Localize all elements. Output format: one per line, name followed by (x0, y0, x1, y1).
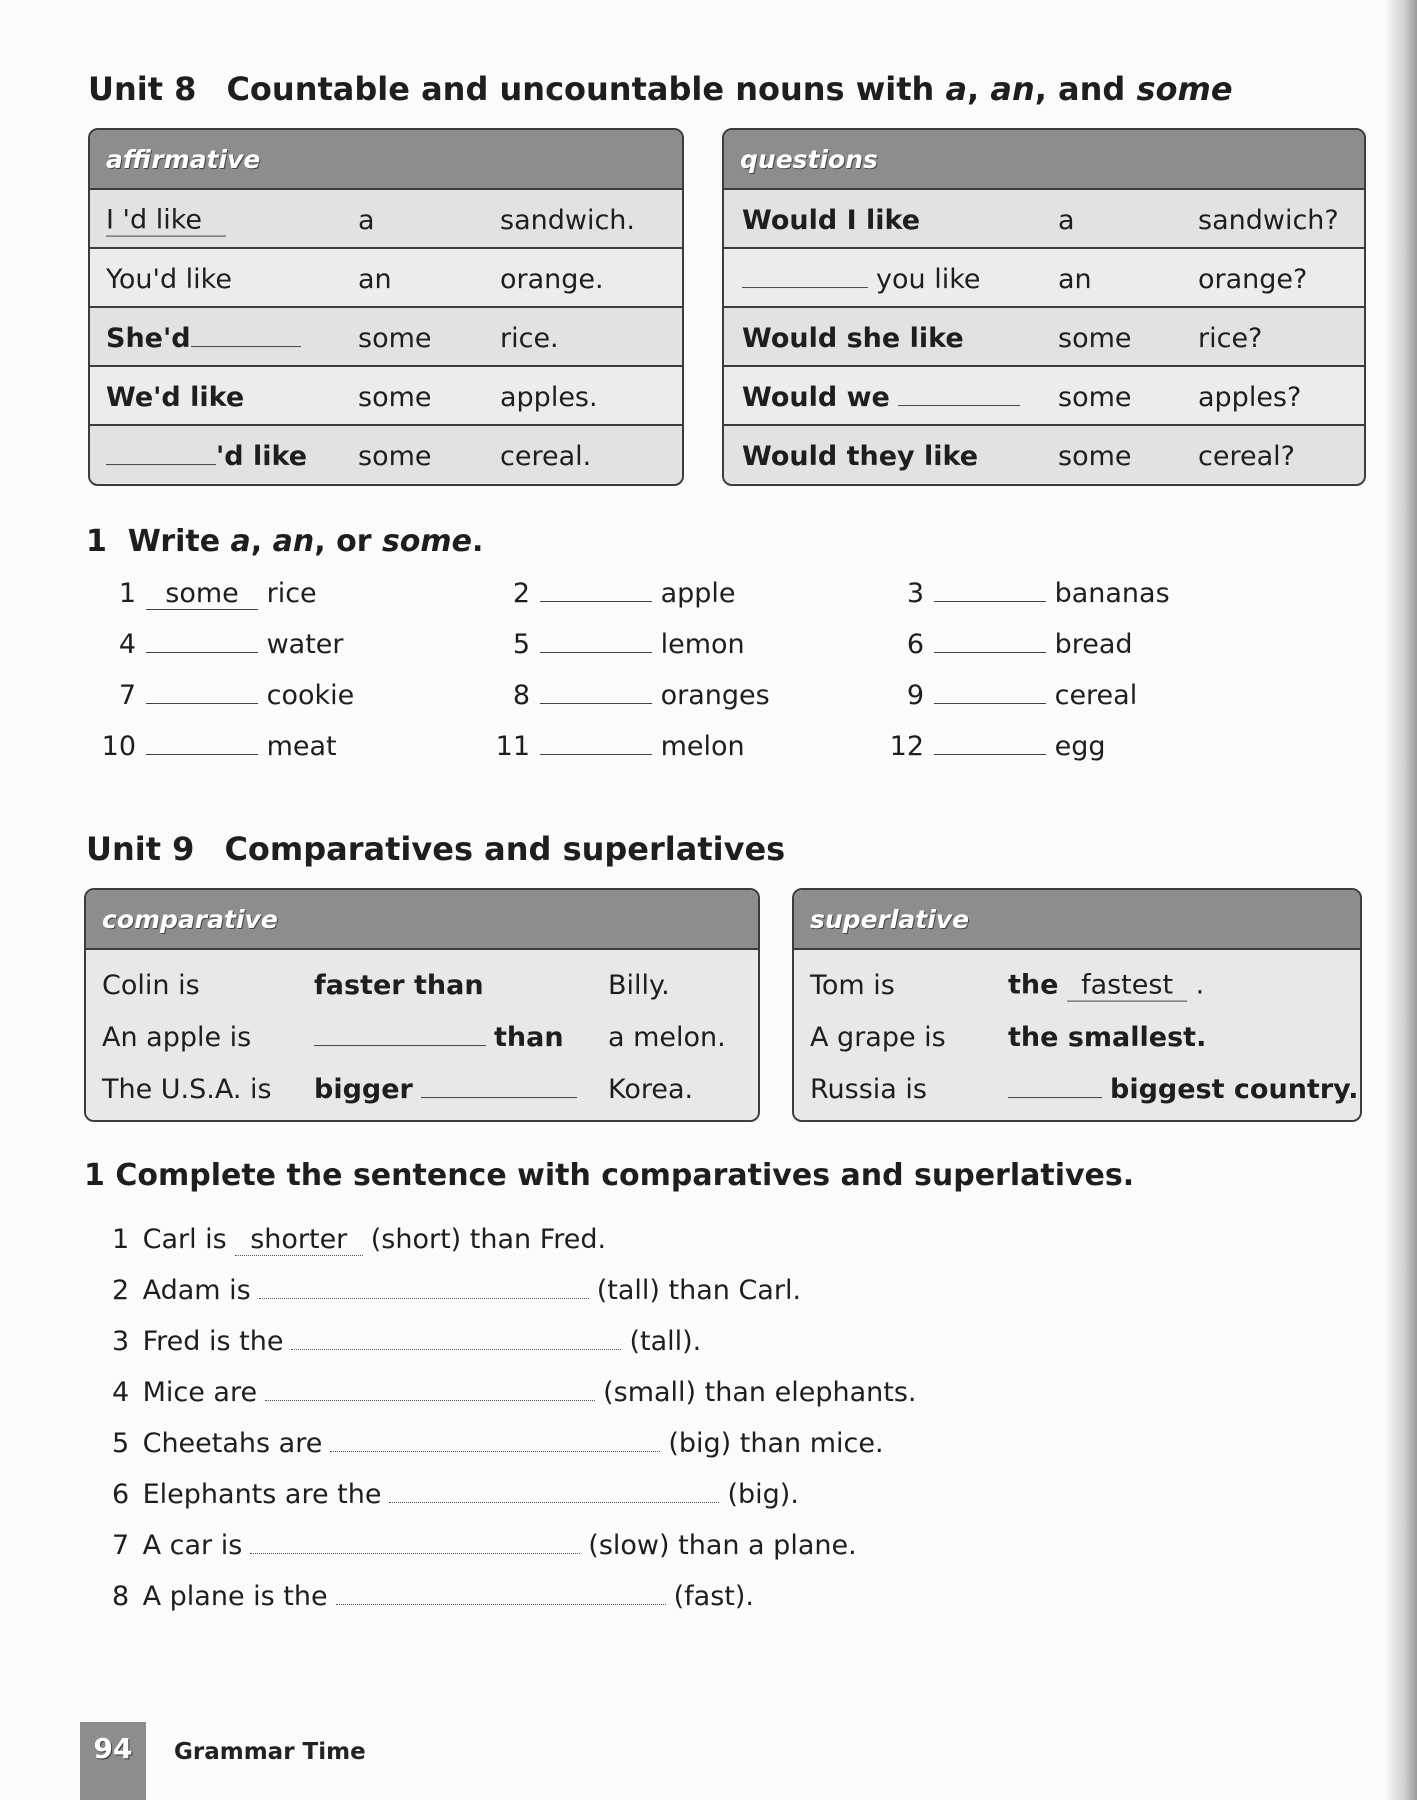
comparative-form-text: bigger (314, 1074, 413, 1106)
item-number: 11 (495, 731, 530, 762)
blank-line (106, 464, 216, 465)
sentence-item (112, 1275, 801, 1306)
superlative-form-text: biggest country. (1110, 1074, 1359, 1106)
affirmative-article: some (358, 440, 432, 472)
question-article: a (1058, 204, 1075, 236)
blank-line (314, 1045, 486, 1046)
answer-field[interactable] (146, 754, 258, 755)
question-noun: sandwich? (1198, 204, 1339, 236)
sentence-start: Elephants are the (142, 1479, 382, 1510)
affirmative-box (88, 128, 684, 486)
item-word: cookie (266, 680, 355, 711)
question-article: some (1058, 440, 1132, 472)
affirmative-row (90, 424, 682, 483)
affirmative-noun: rice. (500, 322, 559, 354)
unit8-title-part: Countable and uncountable nouns with (226, 70, 946, 108)
questions-row (724, 247, 1364, 306)
blank-line (191, 346, 301, 347)
affirmative-subject-text: I 'd like (106, 204, 226, 236)
superlative-body (794, 948, 1360, 1120)
question-noun: rice? (1198, 322, 1263, 354)
blank-line (742, 287, 868, 288)
answer-field[interactable] (146, 652, 258, 653)
answer-field[interactable] (259, 1298, 589, 1299)
exercise-title-text: Complete the sentence with comparatives and superlatives. (115, 1158, 1135, 1193)
item-word: bread (1054, 629, 1133, 660)
question-start-text: Would I like (742, 204, 921, 236)
affirmative-article: an (358, 263, 392, 295)
affirmative-noun: cereal. (500, 440, 592, 472)
affirmative-article: some (358, 322, 432, 354)
question-start (742, 441, 978, 472)
affirmative-row (90, 188, 682, 247)
exercise-item (96, 731, 337, 762)
sentence-end: (big) than mice. (668, 1428, 884, 1459)
sentence-start: Carl is (142, 1224, 227, 1255)
superlative-form (1008, 1074, 1359, 1105)
affirmative-subject (106, 204, 226, 236)
sentence-item (112, 1377, 916, 1408)
sentence-end: (small) than elephants. (603, 1377, 917, 1408)
comparative-form (314, 1074, 577, 1105)
questions-row (724, 306, 1364, 365)
superlative-period: . (1195, 969, 1205, 1001)
book-title: Grammar Time (174, 1739, 366, 1765)
affirmative-subject (106, 323, 301, 354)
item-number: 6 (906, 629, 924, 660)
questions-box (722, 128, 1366, 486)
sentence-item (112, 1224, 606, 1256)
sentence-item (112, 1479, 799, 1510)
exercise-item (490, 578, 736, 609)
affirmative-subject-text: We'd like (106, 381, 245, 413)
sentence-end: (slow) than a plane. (588, 1530, 857, 1561)
answer-field[interactable] (934, 703, 1046, 704)
question-article: an (1058, 263, 1092, 295)
affirmative-noun: sandwich. (500, 204, 635, 236)
sentence-end: (tall). (629, 1326, 702, 1357)
comparative-form-text: than (494, 1022, 564, 1054)
answer-field[interactable] (146, 703, 258, 704)
comparative-object: Billy. (608, 970, 670, 1002)
exercise-title-part: some (381, 524, 473, 559)
question-start-text: you like (876, 263, 981, 295)
exercise-item (884, 578, 1170, 609)
sentence-end: (short) than Fred. (370, 1224, 607, 1255)
question-noun: orange? (1198, 263, 1308, 295)
answer-field[interactable] (540, 754, 652, 755)
exercise-title-part: , (250, 524, 273, 559)
comparative-form-text: faster than (314, 970, 484, 1002)
exercise-title-part: , or (314, 524, 382, 559)
superlative-header: superlative (794, 890, 1360, 948)
question-article: some (1058, 322, 1132, 354)
sentence-start: A car is (142, 1530, 243, 1561)
question-noun: cereal? (1198, 440, 1295, 472)
item-number: 6 (112, 1479, 130, 1510)
exercise-number: 1 (84, 1158, 105, 1193)
item-word: egg (1054, 731, 1106, 762)
item-number: 3 (112, 1326, 130, 1357)
question-article: some (1058, 381, 1132, 413)
answer-field[interactable] (934, 754, 1046, 755)
question-start (742, 382, 1020, 413)
unit8-title-part: , (967, 70, 991, 108)
exercise-title-part: a (230, 524, 251, 559)
superlative-form-text: the smallest. (1008, 1022, 1207, 1054)
item-number: 4 (112, 1377, 130, 1408)
answer-field[interactable] (291, 1349, 621, 1350)
item-number: 2 (112, 1275, 130, 1306)
answer-field[interactable]: shorter (235, 1224, 363, 1256)
unit9-number: Unit 9 (86, 830, 195, 868)
sentence-item (112, 1326, 701, 1357)
superlative-form-text: the (1008, 969, 1059, 1001)
answer-field[interactable] (540, 652, 652, 653)
item-number: 10 (101, 731, 136, 762)
item-number: 8 (512, 680, 530, 711)
item-number: 1 (118, 578, 136, 609)
unit8-title-part: some (1136, 70, 1233, 108)
exercise-item (96, 680, 354, 711)
affirmative-row (90, 306, 682, 365)
answer-field[interactable] (934, 652, 1046, 653)
affirmative-article: a (358, 204, 375, 236)
questions-row (724, 424, 1364, 483)
answer-field[interactable] (265, 1400, 595, 1401)
affirmative-subject-text: 'd like (216, 440, 308, 472)
answer-field[interactable] (389, 1502, 719, 1503)
item-word: oranges (660, 680, 770, 711)
superlative-form (1008, 970, 1204, 1002)
sentence-end: (tall) than Carl. (596, 1275, 802, 1306)
comparative-object: Korea. (608, 1074, 694, 1106)
answer-field[interactable] (336, 1604, 666, 1605)
unit8-title-part: an (990, 70, 1035, 108)
item-word: rice (266, 578, 317, 609)
superlative-form (1008, 1022, 1206, 1053)
questions-row (724, 188, 1364, 247)
superlative-subject: Russia is (810, 1074, 927, 1106)
item-word: meat (266, 731, 337, 762)
exercise-item (490, 680, 770, 711)
unit9-heading (86, 830, 785, 868)
affirmative-subject (106, 441, 307, 472)
comparative-subject: Colin is (102, 970, 200, 1002)
sentence-item (112, 1428, 884, 1459)
comparative-box (84, 888, 760, 1122)
affirmative-header: affirmative (90, 130, 682, 188)
blank-line (1008, 1097, 1102, 1098)
unit8-number: Unit 8 (88, 70, 197, 108)
blank-line (898, 405, 1020, 406)
question-noun: apples? (1198, 381, 1302, 413)
item-number: 8 (112, 1581, 130, 1612)
exercise-title-part: . (472, 524, 484, 559)
sentence-item (112, 1581, 754, 1612)
item-word: apple (660, 578, 736, 609)
exercise-item (96, 578, 317, 610)
answer-field[interactable] (540, 601, 652, 602)
answer-field[interactable] (250, 1553, 580, 1554)
superlative-box (792, 888, 1362, 1122)
item-number: 7 (112, 1530, 130, 1561)
item-word: lemon (660, 629, 745, 660)
answer-field[interactable] (934, 601, 1046, 602)
comparative-object: a melon. (608, 1022, 726, 1054)
blank-line (421, 1097, 577, 1098)
comparative-form (314, 1022, 564, 1053)
answer-field[interactable] (540, 703, 652, 704)
exercise-item (884, 731, 1105, 762)
item-number: 5 (112, 1428, 130, 1459)
exercise-item (884, 680, 1137, 711)
affirmative-article: some (358, 381, 432, 413)
item-number: 2 (512, 578, 530, 609)
page-edge-shadow (1387, 0, 1417, 1800)
sentence-end: (fast). (673, 1581, 754, 1612)
item-number: 5 (512, 629, 530, 660)
exercise-number: 1 (86, 524, 107, 559)
exercise-item (884, 629, 1133, 660)
unit8-heading (88, 70, 1233, 108)
item-number: 3 (906, 578, 924, 609)
item-word: bananas (1054, 578, 1170, 609)
unit8-title-part: , and (1034, 70, 1137, 108)
affirmative-row (90, 365, 682, 424)
questions-header: questions (724, 130, 1364, 188)
sentence-end: (big). (727, 1479, 799, 1510)
affirmative-noun: orange. (500, 263, 604, 295)
question-start (742, 323, 964, 354)
superlative-fill: fastest (1067, 970, 1187, 1002)
superlative-subject: Tom is (810, 970, 895, 1002)
page-number-badge: 94 (80, 1722, 146, 1800)
questions-row (724, 365, 1364, 424)
sentence-start: Cheetahs are (142, 1428, 323, 1459)
exercise-title-part: Write (127, 524, 231, 559)
sentence-start: Fred is the (142, 1326, 284, 1357)
sentence-start: A plane is the (142, 1581, 328, 1612)
item-word: water (266, 629, 344, 660)
affirmative-noun: apples. (500, 381, 598, 413)
comparative-subject: The U.S.A. is (102, 1074, 272, 1106)
item-number: 1 (112, 1224, 130, 1255)
comparative-body (86, 948, 758, 1120)
item-number: 4 (118, 629, 136, 660)
question-start-text: Would she like (742, 322, 964, 354)
unit9-exercise-title (84, 1158, 1134, 1193)
question-start (742, 264, 980, 295)
item-word: melon (660, 731, 745, 762)
answer-field[interactable] (330, 1451, 660, 1452)
comparative-subject: An apple is (102, 1022, 252, 1054)
superlative-subject: A grape is (810, 1022, 946, 1054)
unit8-title-part: a (945, 70, 968, 108)
question-start-text: Would they like (742, 440, 979, 472)
item-number: 7 (118, 680, 136, 711)
question-start (742, 205, 920, 236)
answer-field[interactable]: some (146, 578, 258, 610)
question-start-text: Would we (742, 381, 890, 413)
exercise-item (490, 731, 745, 762)
item-number: 9 (906, 680, 924, 711)
sentence-start: Adam is (142, 1275, 251, 1306)
comparative-form (314, 970, 484, 1001)
item-number: 12 (889, 731, 924, 762)
item-word: cereal (1054, 680, 1138, 711)
sentence-start: Mice are (142, 1377, 258, 1408)
affirmative-subject: You'd like (106, 263, 232, 295)
unit9-title: Comparatives and superlatives (224, 830, 786, 868)
affirmative-subject (106, 382, 244, 413)
exercise-title-part: an (272, 524, 315, 559)
exercise-item (490, 629, 745, 660)
affirmative-row (90, 247, 682, 306)
unit8-exercise-title (86, 524, 483, 559)
affirmative-subject-text: She'd (106, 322, 191, 354)
exercise-item (96, 629, 344, 660)
comparative-header: comparative (86, 890, 758, 948)
sentence-item (112, 1530, 857, 1561)
